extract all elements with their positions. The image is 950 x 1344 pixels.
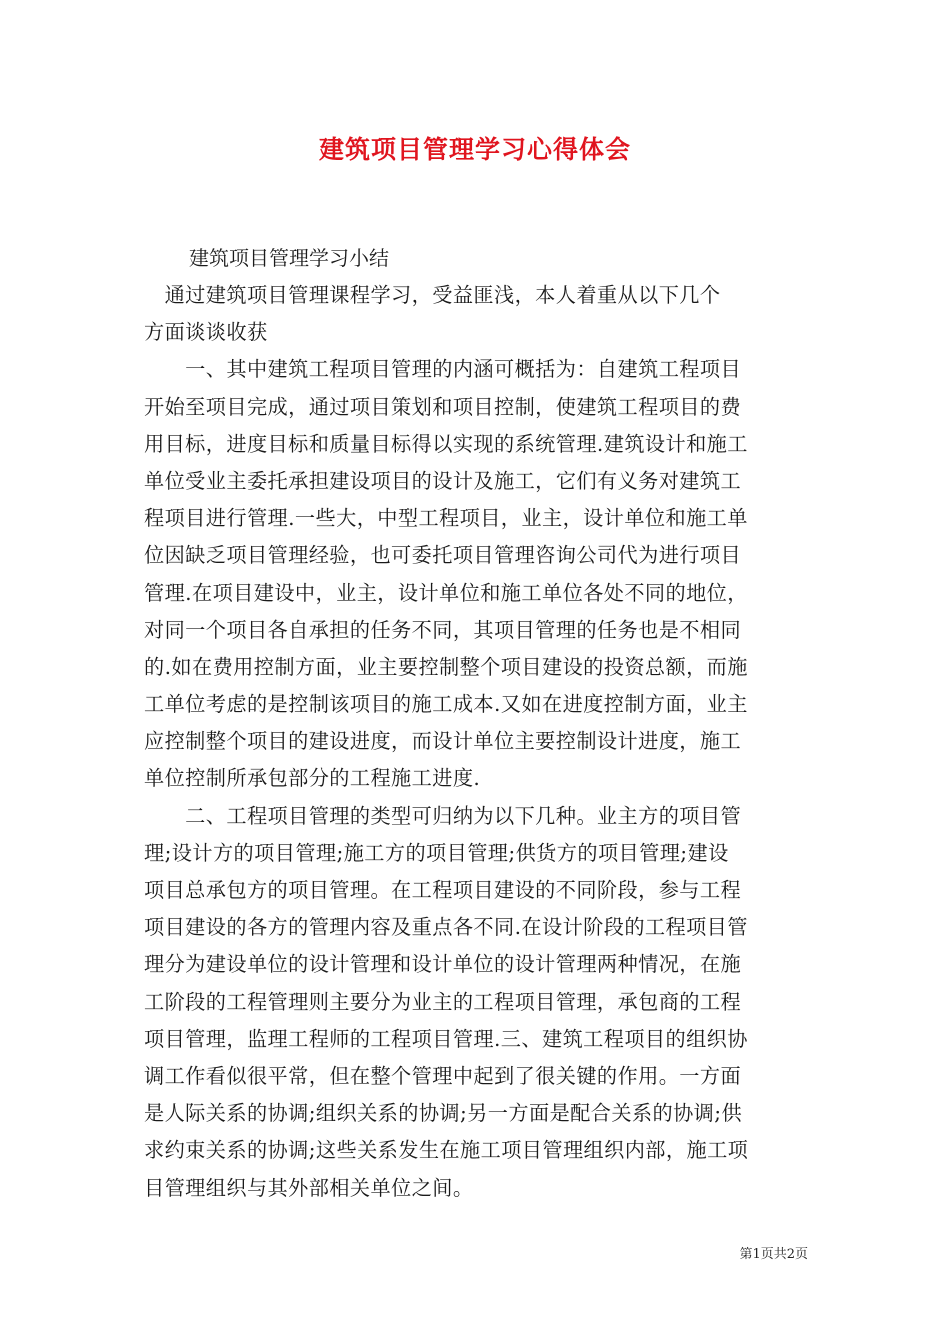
body-line: 用目标，进度目标和质量目标得以实现的系统管理.建筑设计和施工 — [144, 431, 748, 456]
body-line: 理分为建设单位的设计管理和设计单位的设计管理两种情况，在施 — [144, 952, 742, 977]
body-line: 应控制整个项目的建设进度，而设计单位主要控制设计进度，施工 — [144, 729, 742, 754]
body-line: 工阶段的工程管理则主要分为业主的工程项目管理，承包商的工程 — [144, 989, 742, 1014]
body-line: 调工作看似很平常，但在整个管理中起到了很关键的作用。一方面 — [144, 1063, 742, 1088]
body-line: 工单位考虑的是控制该项目的施工成本.又如在进度控制方面，业主 — [144, 692, 748, 717]
document-title: 建筑项目管理学习心得体会 — [318, 135, 631, 164]
document-body — [144, 277, 808, 1207]
body-line: 通过建筑项目管理课程学习，受益匪浅，本人着重从以下几个 — [144, 283, 721, 307]
body-line: 单位控制所承包部分的工程施工进度. — [144, 766, 481, 791]
body-line: 理;设计方的项目管理;施工方的项目管理;供货方的项目管理;建设 — [144, 840, 729, 865]
body-line: 位因缺乏项目管理经验，也可委托项目管理咨询公司代为进行项目 — [144, 543, 742, 568]
body-line: 求约束关系的协调;这些关系发生在施工项目管理组织内部，施工项 — [144, 1138, 749, 1163]
body-line: 方面谈谈收获 — [144, 320, 268, 345]
body-line: 项目管理，监理工程师的工程项目管理.三、建筑工程项目的组织协 — [144, 1026, 748, 1051]
body-line: 管理.在项目建设中，业主，设计单位和施工单位各处不同的地位， — [144, 580, 748, 605]
body-line: 是人际关系的协调;组织关系的协调;另一方面是配合关系的协调;供 — [144, 1101, 743, 1126]
body-line: 的.如在费用控制方面，业主要控制整个项目建设的投资总额，而施 — [144, 654, 748, 679]
body-line: 目管理组织与其外部相关单位之间。 — [144, 1175, 474, 1200]
body-line: 开始至项目完成，通过项目策划和项目控制，使建筑工程项目的费 — [144, 394, 742, 419]
page-number: 第1页共2页 — [739, 1247, 808, 1262]
document-subtitle: 建筑项目管理学习小结 — [189, 246, 389, 270]
body-line: 项目建设的各方的管理内容及重点各不同.在设计阶段的工程项目管 — [144, 915, 748, 940]
body-line: 二、工程项目管理的类型可归纳为以下几种。业主方的项目管 — [144, 803, 742, 828]
body-line: 对同一个项目各自承担的任务不同，其项目管理的任务也是不相同 — [144, 617, 742, 642]
body-line: 程项目进行管理.一些大，中型工程项目，业主，设计单位和施工单 — [144, 506, 748, 531]
body-line: 项目总承包方的项目管理。在工程项目建设的不同阶段，参与工程 — [144, 878, 742, 902]
body-line: 单位受业主委托承担建设项目的设计及施工，它们有义务对建筑工 — [144, 468, 742, 493]
body-line: 一、其中建筑工程项目管理的内涵可概括为：自建筑工程项目 — [144, 357, 742, 382]
